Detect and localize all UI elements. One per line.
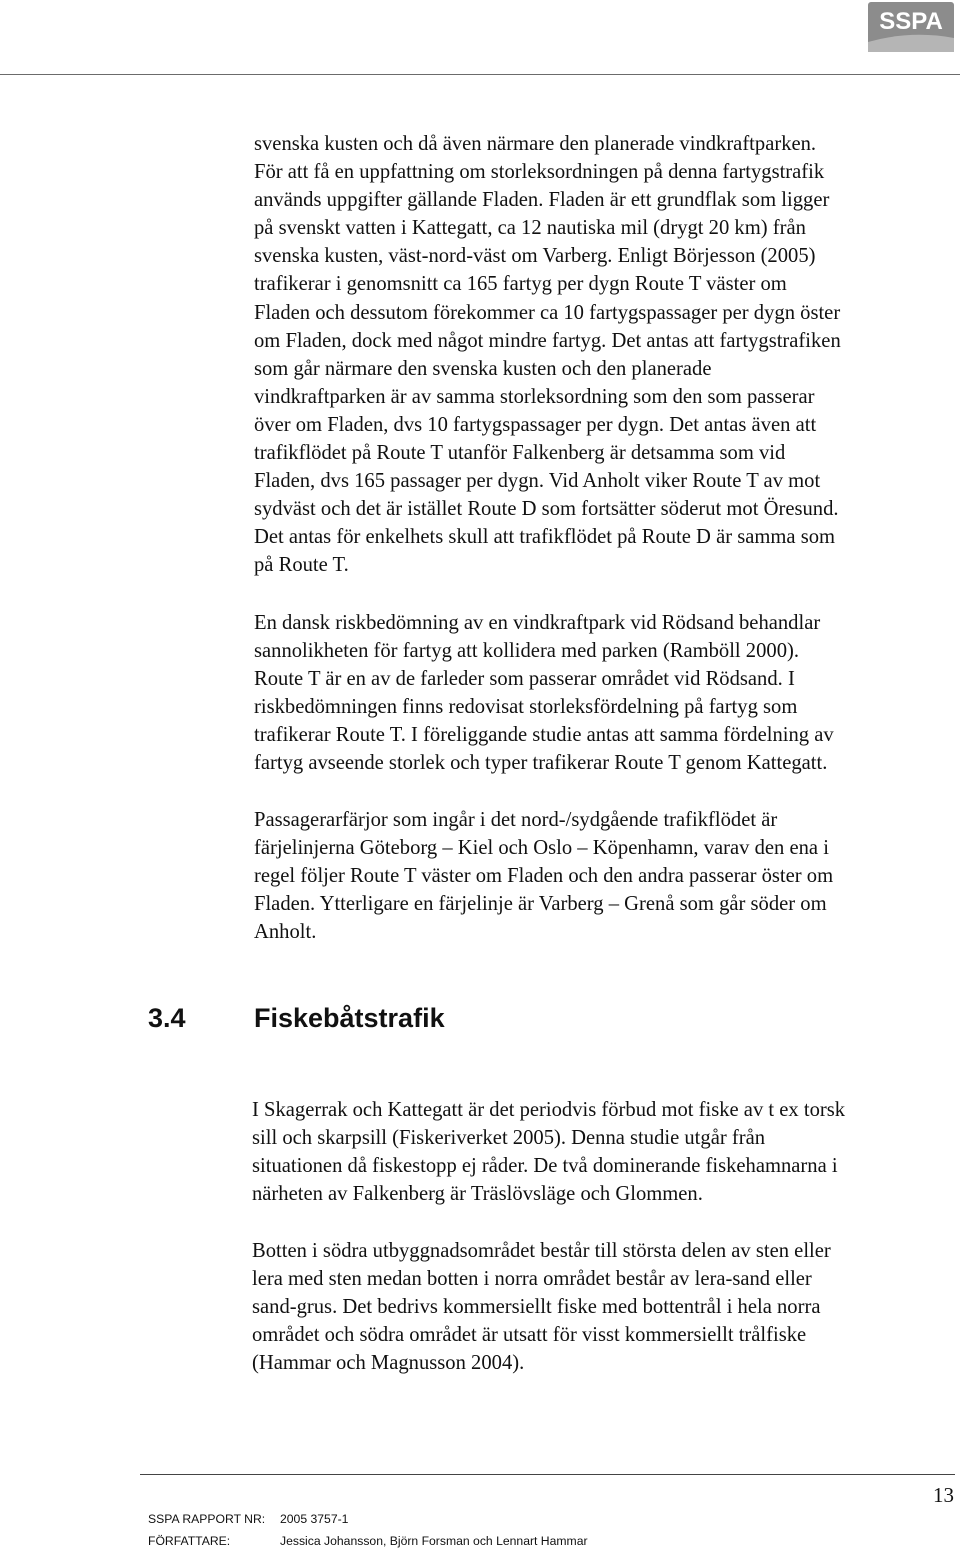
footer-authors bbox=[148, 1533, 588, 1549]
footer-rule bbox=[140, 1474, 955, 1475]
paragraph-fishing-ban: I Skagerrak och Kattegatt är det periodvis förbud mot fiske av t ex torsk sill och skarpsill (Fiskeriverket 2005). Denna studie utgår från situationen då fiskestopp ej råder. De två dominerande fiskehamnarna i närheten av Falkenberg är Träslövsläge och Glommen. bbox=[252, 1099, 846, 1206]
paragraph-ferries: Passagerarfärjor som ingår i det nord-/sydgående trafikflödet är färjelinjerna Göteborg – Kiel och Oslo – Köpenhamn, varav den ena i regel följer Route T väster om Fladen och den andra passerar öster om Fladen. Ytterligare en färjelinje är Varberg – Grenå som går söder om Anholt. bbox=[254, 809, 834, 944]
paragraph-seabed: Botten i södra utbyggnadsområdet består till största delen av sten eller lera med sten medan botten i norra området består av lera-sand eller sand-grus. Det bedrivs kommersiellt fiske med bottentrål i hela norra området och södra området är utsatt för visst kommersiellt trålfiske (Hammar och Magnusson 2004). bbox=[252, 1240, 831, 1375]
report-label: SSPA RAPPORT NR: bbox=[148, 1512, 266, 1526]
author-label: FÖRFATTARE: bbox=[148, 1534, 231, 1548]
paragraph-fladen-traffic: svenska kusten och då även närmare den planerade vindkraftparken. För att få en uppfattning om storleksordningen på denna fartygstrafik används uppgifter gällande Fladen. Fladen är ett grundflak som ligger på svenskt vatten i Kattegatt, ca 12 nautiska mil (drygt 20 km) från svenska kusten, väst-nord-väst om Varberg. Enligt Börjesson (2005) trafikerar i genomsnitt ca 165 fartyg per dygn Route T väster om Fladen och dessutom förekommer ca 10 fartygspassager per dygn öster om Fladen, dock med något mindre fartyg. Det antas att fartygstrafiken som går närmare den svenska kusten och den planerade vindkraftparken är av samma storleksordning som den som passerar över om Fladen, dvs 10 fartygspassager per dygn. Det antas även att trafikflödet på Route T utanför Falkenberg är detsamma som vid Fladen, dvs 165 passager per dygn. Vid Anholt viker Route T av mot sydväst och det är istället Route D som fortsätter söderut mot Öresund. Det antas för enkelhets skull att trafikflödet på Route D är samma som på Route T. bbox=[254, 133, 841, 577]
svg-text:SSPA: SSPA bbox=[879, 8, 943, 35]
section-title: Fiskebåtstrafik bbox=[254, 1003, 445, 1033]
paragraph-rodsand-risk: En dansk riskbedömning av en vindkraftpark vid Rödsand behandlar sannolikheten för fartyg att kollidera med parken (Ramböll 2000). Route T är en av de farleder som passerar området vid Rödsand. I riskbedömningen finns redovisat storleksfördelning på fartyg som trafikerar Route T. I föreliggande studie antas att samma fördelning av fartyg avseende storlek och typer trafikerar Route T genom Kattegatt. bbox=[254, 612, 834, 775]
sspa-logo bbox=[868, 2, 954, 52]
section-number: 3.4 bbox=[148, 1003, 186, 1033]
page-number: 13 bbox=[933, 1483, 954, 1507]
header-rule bbox=[0, 74, 960, 75]
footer-report bbox=[148, 1511, 348, 1527]
report-number: 2005 3757-1 bbox=[280, 1512, 349, 1526]
section-heading bbox=[148, 1001, 445, 1035]
author-names: Jessica Johansson, Björn Forsman och Lennart Hammar bbox=[280, 1534, 588, 1548]
